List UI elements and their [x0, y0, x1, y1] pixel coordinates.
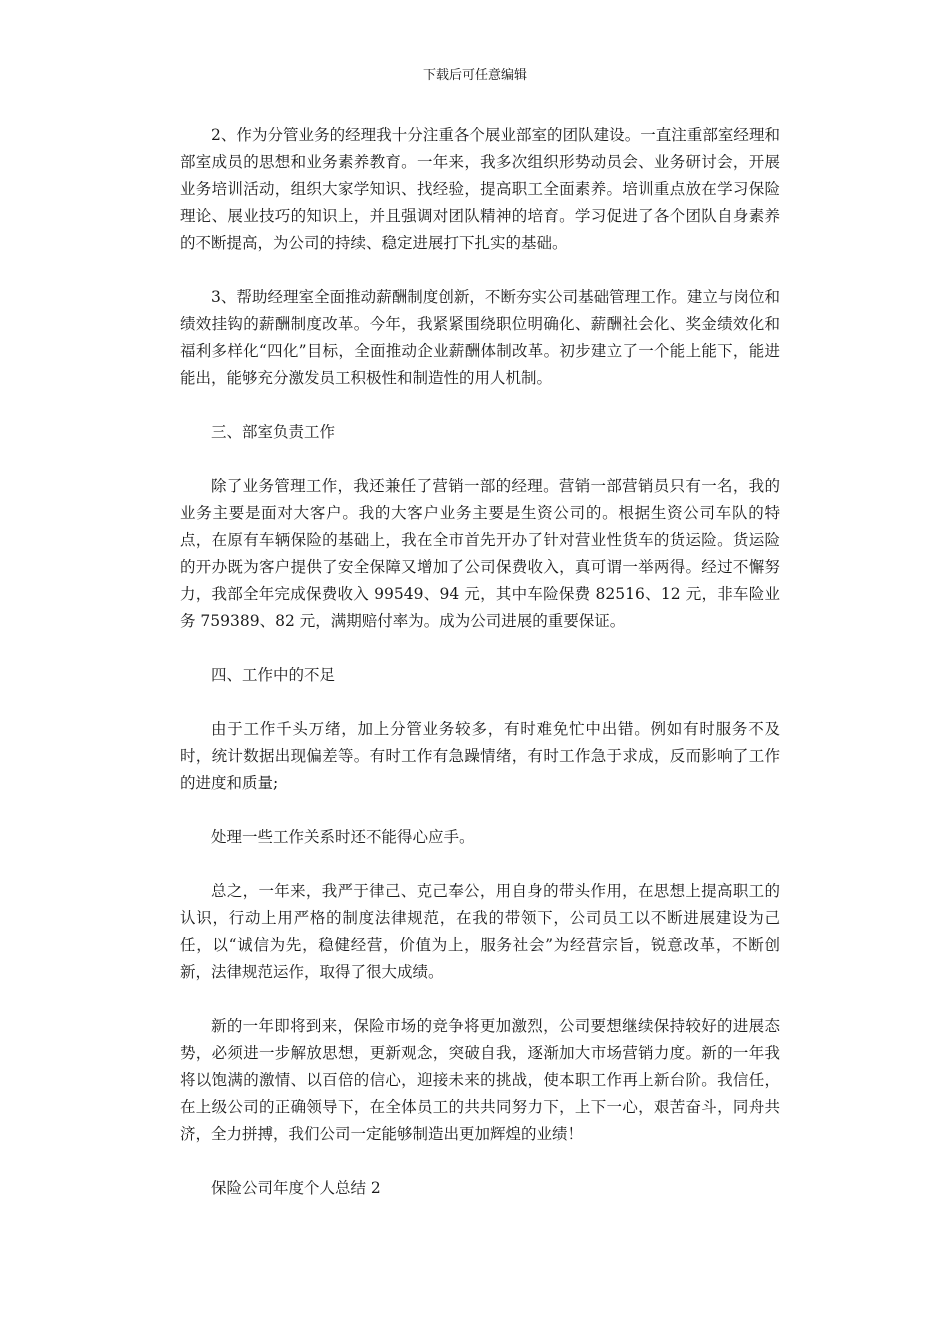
- page-header-notice: 下载后可任意编辑: [422, 68, 527, 83]
- paragraph-shortcomings: 由于工作千头万绪，加上分管业务较多，有时难免忙中出错。例如有时服务不及时，统计数据出现偏差等。有时工作有急躁情绪，有时工作急于求成，反而影响了工作的进度和质量;: [180, 720, 780, 792]
- paragraph-team-building: 2、作为分管业务的经理我十分注重各个展业部室的团队建设。一直注重部室经理和部室成员的思想和业务素养教育。一年来，我多次组织形势动员会、业务研讨会，开展业务培训活动，组织大家学知识、找经验，提高职工全面素养。培训重点放在学习保险理论、展业技巧的知识上，并且强调对团队精神的培育。学习促进了各个团队自身素养的不断提高，为公司的持续、稳定进展打下扎实的基础。: [180, 126, 780, 252]
- document-body: [180, 122, 780, 1229]
- paragraph-summary: 总之，一年来，我严于律己、克己奉公，用自身的带头作用，在思想上提高职工的认识，行动上用严格的制度法律规范，在我的带领下，公司员工以不断进展建设为己任，以“诚信为先，稳健经营，价值为上，服务社会”为经营宗旨，锐意改革，不断创新，法律规范运作，取得了很大成绩。: [180, 882, 780, 981]
- paragraph-department-work: 除了业务管理工作，我还兼任了营销一部的经理。营销一部营销员只有一名，我的业务主要是面对大客户。我的大客户业务主要是生资公司的。根据生资公司车队的特点，在原有车辆保险的基础上，我在全市首先开办了针对营业性货车的货运险。货运险的开办既为客户提供了安全保障又增加了公司保费收入，真可谓一举两得。经过不懈努力，我部全年完成保费收入 99549、94 元，其中车险保费 82516、12 元，非车险业务 759389、82 元，满期赔付率为。成为公司进展的重要保证。: [180, 477, 780, 630]
- section-heading-shortcomings: 四、工作中的不足: [211, 666, 336, 684]
- section-heading-department-work: 三、部室负责工作: [211, 423, 336, 441]
- paragraph-new-year-outlook: 新的一年即将到来，保险市场的竞争将更加激烈，公司要想继续保持较好的进展态势，必须进一步解放思想，更新观念，突破自我，逐渐加大市场营销力度。新的一年我将以饱满的激情、以百倍的信心，迎接未来的挑战，使本职工作再上新台阶。我信任，在上级公司的正确领导下，在全体员工的共共同努力下，上下一心，艰苦奋斗，同舟共济，全力拼搏，我们公司一定能够制造出更加辉煌的业绩！: [180, 1017, 780, 1143]
- document-title-2: 保险公司年度个人总结 2: [211, 1179, 381, 1197]
- paragraph-work-relations: 处理一些工作关系时还不能得心应手。: [211, 828, 475, 846]
- paragraph-salary-reform: 3、帮助经理室全面推动薪酬制度创新，不断夯实公司基础管理工作。建立与岗位和绩效挂钩的薪酬制度改革。今年，我紧紧围绕职位明确化、薪酬社会化、奖金绩效化和福利多样化“四化”目标，全面推动企业薪酬体制改革。初步建立了一个能上能下，能进能出，能够充分激发员工积极性和制造性的用人机制。: [180, 288, 780, 387]
